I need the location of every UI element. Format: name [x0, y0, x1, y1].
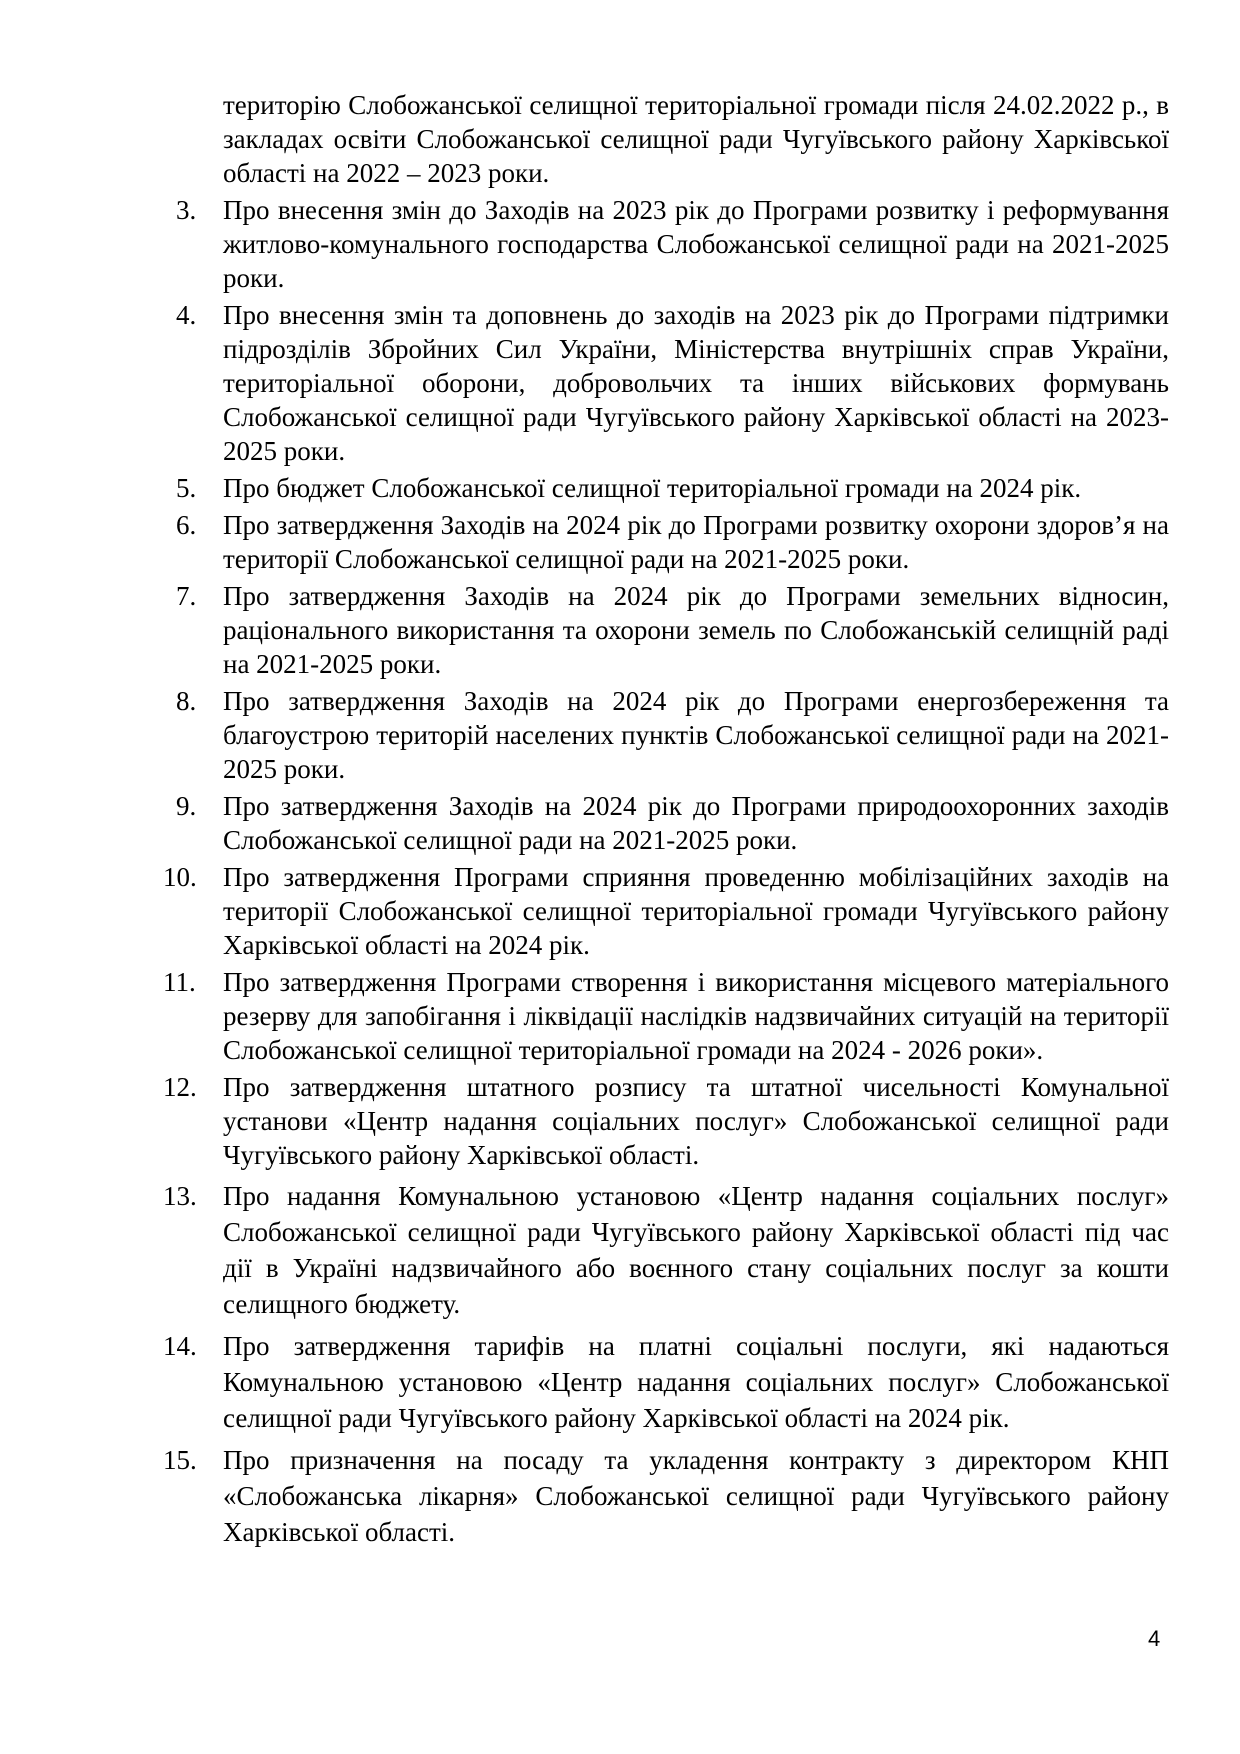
item-number: 6.	[176, 510, 197, 540]
agenda-item-3	[176, 193, 1169, 295]
item-text: Про внесення змін до Заходів на 2023 рік до Програми розвитку і реформування житлово-комунального господарства Слобожанської селищної ради на 2021-2025 роки.	[223, 195, 1169, 293]
agenda-item-4	[176, 298, 1169, 468]
item-text: Про бюджет Слобожанської селищної територіальної громади на 2024 рік.	[223, 473, 1082, 503]
item-number: 3.	[176, 195, 197, 225]
item-text: Про затвердження Програми створення і використання місцевого матеріального резерву для запобігання і ліквідації наслідків надзвичайних ситуацій на території Слобожанської селищної територіальної громади на 2024 - 2026 роки».	[223, 967, 1169, 1065]
agenda-item-15	[163, 1442, 1169, 1550]
item-text: Про затвердження Заходів на 2024 рік до Програми природоохоронних заходів Слобожанської селищної ради на 2021-2025 роки.	[223, 791, 1169, 855]
previous-item-continuation: територію Слобожанської селищної територіальної громади після 24.02.2022 р., в закладах освіти Слобожанської селищної ради Чугуївського району Харківської області на 2022 – 2023 роки.	[223, 90, 1169, 188]
item-number: 9.	[176, 791, 197, 821]
item-number: 10.	[163, 862, 197, 892]
item-number: 4.	[176, 300, 197, 330]
item-number: 8.	[176, 686, 197, 716]
item-number: 11.	[163, 967, 196, 997]
agenda-item-5	[176, 471, 1169, 505]
agenda-item-11	[163, 965, 1169, 1067]
agenda-item-6	[176, 508, 1169, 576]
item-text: Про внесення змін та доповнень до заходів на 2023 рік до Програми підтримки підрозділів Збройних Сил України, Міністерства внутрішніх справ України, територіальної оборони, добровольчих та інших військових формувань Слобожанської селищної ради Чугуївського району Харківської області на 2023-2025 роки.	[223, 300, 1169, 466]
agenda-item-7	[176, 579, 1169, 681]
item-number: 5.	[176, 473, 197, 503]
item-text: Про затвердження тарифів на платні соціальні послуги, які надаються Комунальною установою «Центр надання соціальних послуг» Слобожанської селищної ради Чугуївського району Харківської області на 2024 рік.	[223, 1331, 1169, 1433]
agenda-item-14	[163, 1328, 1169, 1436]
item-text: Про надання Комунальною установою «Центр надання соціальних послуг» Слобожанської селищної ради Чугуївського району Харківської області під час дії в Україні надзвичайного або воєнного стану соціальних послуг за кошти селищного бюджету.	[223, 1181, 1169, 1319]
item-text: Про затвердження Заходів на 2024 рік до Програми земельних відносин, раціонального використання та охорони земель по Слобожанській селищній раді на 2021-2025 роки.	[223, 581, 1169, 679]
item-text: Про призначення на посаду та укладення контракту з директором КНП «Слобожанська лікарня» Слобожанської селищної ради Чугуївського району Харківської області.	[223, 1445, 1169, 1547]
agenda-item-12	[163, 1070, 1169, 1172]
agenda-item-8	[176, 684, 1169, 786]
item-number: 15.	[163, 1445, 197, 1475]
agenda-item-9	[176, 789, 1169, 857]
item-text: Про затвердження Заходів на 2024 рік до Програми розвитку охорони здоров’я на території Слобожанської селищної ради на 2021-2025 роки.	[223, 510, 1169, 574]
item-number: 14.	[163, 1331, 197, 1361]
page-number: 4	[1148, 1626, 1161, 1651]
agenda-item-10	[163, 860, 1169, 962]
item-number: 13.	[163, 1181, 197, 1211]
item-text: Про затвердження Заходів на 2024 рік до Програми енергозбереження та благоустрою територій населених пунктів Слобожанської селищної ради на 2021-2025 роки.	[223, 686, 1169, 784]
item-number: 12.	[163, 1072, 197, 1102]
item-text: Про затвердження штатного розпису та штатної чисельності Комунальної установи «Центр надання соціальних послуг» Слобожанської селищної ради Чугуївського району Харківської області.	[223, 1072, 1169, 1170]
agenda-list	[163, 88, 1169, 1550]
agenda-item-13	[163, 1178, 1169, 1322]
item-number: 7.	[176, 581, 197, 611]
item-text: Про затвердження Програми сприяння проведенню мобілізаційних заходів на території Слобожанської селищної територіальної громади Чугуївського району Харківської області на 2024 рік.	[223, 862, 1169, 960]
